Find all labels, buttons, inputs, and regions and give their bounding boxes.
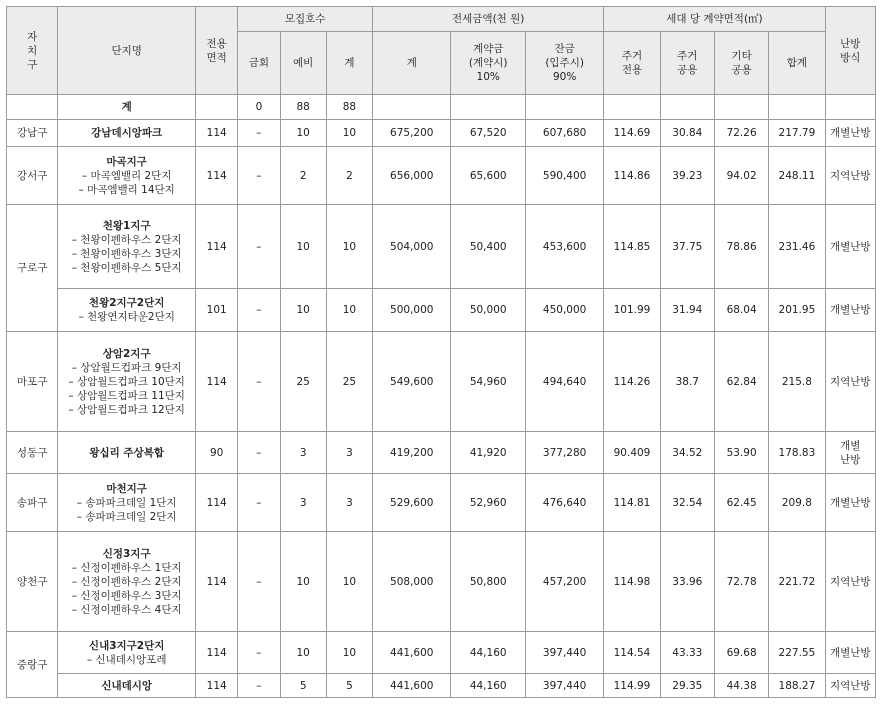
district-cell: 강남구 (7, 120, 58, 147)
district-cell: 성동구 (7, 432, 58, 474)
complex-title: 상암2지구 (102, 347, 151, 360)
units-reserve-cell: 10 (280, 120, 326, 147)
heating-cell: 개별난방 (825, 632, 875, 674)
residential-exclusive-cell: 114.99 (604, 674, 660, 698)
empty-cell (660, 95, 714, 120)
district-cell: 송파구 (7, 474, 58, 532)
price-deposit-cell: 50,800 (451, 532, 525, 632)
price-total-cell: 675,200 (373, 120, 451, 147)
sub-complex-item: – 송파파크데일 2단지 (76, 510, 177, 523)
complex-title: 천왕1지구 (102, 219, 151, 232)
header-units-current: 금회 (238, 32, 280, 95)
total-reserve: 88 (280, 95, 326, 120)
units-current-cell: – (238, 289, 280, 332)
header-heating: 난방 방식 (825, 7, 875, 95)
table-row (7, 147, 876, 205)
header-area: 전용 면적 (196, 7, 238, 95)
price-deposit-cell: 50,400 (451, 205, 525, 289)
empty-cell (769, 95, 825, 120)
district-cell: 양천구 (7, 532, 58, 632)
area-cell: 114 (196, 147, 238, 205)
total-row (7, 95, 876, 120)
rental-housing-table (6, 6, 876, 698)
area-cell: 114 (196, 532, 238, 632)
other-common-cell: 44.38 (714, 674, 768, 698)
sub-complex-item: – 신정이펜하우스 4단지 (71, 603, 182, 616)
complex-name-cell (58, 120, 196, 147)
residential-exclusive-cell: 114.85 (604, 205, 660, 289)
header-units: 모집호수 (238, 7, 373, 32)
price-total-cell: 504,000 (373, 205, 451, 289)
units-sum-cell: 25 (326, 332, 372, 432)
price-deposit-cell: 52,960 (451, 474, 525, 532)
heating-cell: 지역난방 (825, 674, 875, 698)
units-sum-cell: 10 (326, 289, 372, 332)
district-cell: 구로구 (7, 205, 58, 332)
price-balance-cell: 590,400 (525, 147, 603, 205)
complex-name-cell (58, 532, 196, 632)
empty-cell (825, 95, 875, 120)
complex-name-cell (58, 432, 196, 474)
price-balance-cell: 607,680 (525, 120, 603, 147)
price-total-cell: 529,600 (373, 474, 451, 532)
header-complex-name: 단지명 (58, 7, 196, 95)
price-total-cell: 419,200 (373, 432, 451, 474)
total-gu-cell (7, 95, 58, 120)
sub-complex-item: – 마곡엠밸리 2단지 (81, 169, 172, 182)
residential-common-cell: 31.94 (660, 289, 714, 332)
header-price-total: 계 (373, 32, 451, 95)
residential-common-cell: 39.23 (660, 147, 714, 205)
header-residential-exclusive: 주거 전용 (604, 32, 660, 95)
header-other-common: 기타 공용 (714, 32, 768, 95)
residential-common-cell: 30.84 (660, 120, 714, 147)
price-balance-cell: 450,000 (525, 289, 603, 332)
sub-complex-item: – 신정이펜하우스 3단지 (71, 589, 182, 602)
header-residential-common: 주거 공용 (660, 32, 714, 95)
units-sum-cell: 10 (326, 120, 372, 147)
table-row (7, 332, 876, 432)
area-total-cell: 217.79 (769, 120, 825, 147)
units-current-cell: – (238, 674, 280, 698)
units-current-cell: – (238, 432, 280, 474)
table-row (7, 674, 876, 698)
price-total-cell: 508,000 (373, 532, 451, 632)
empty-cell (451, 95, 525, 120)
table-row (7, 532, 876, 632)
complex-title: 신정3지구 (102, 547, 151, 560)
price-balance-cell: 457,200 (525, 532, 603, 632)
sub-complex-item: – 상암월드컵파크 12단지 (68, 403, 185, 416)
area-cell: 114 (196, 474, 238, 532)
table-row (7, 474, 876, 532)
table-row (7, 432, 876, 474)
price-total-cell: 441,600 (373, 632, 451, 674)
units-current-cell: – (238, 474, 280, 532)
units-reserve-cell: 3 (280, 474, 326, 532)
heating-cell: 개별 난방 (825, 432, 875, 474)
residential-exclusive-cell: 114.81 (604, 474, 660, 532)
residential-common-cell: 33.96 (660, 532, 714, 632)
units-sum-cell: 3 (326, 432, 372, 474)
area-cell: 101 (196, 289, 238, 332)
header-gu: 자 치 구 (7, 7, 58, 95)
units-current-cell: – (238, 532, 280, 632)
residential-exclusive-cell: 114.98 (604, 532, 660, 632)
table-row (7, 120, 876, 147)
area-total-cell: 221.72 (769, 532, 825, 632)
empty-cell (604, 95, 660, 120)
area-total-cell: 227.55 (769, 632, 825, 674)
units-current-cell: – (238, 332, 280, 432)
sub-complex-item: – 상암월드컵파크 11단지 (68, 389, 185, 402)
heating-cell: 개별난방 (825, 120, 875, 147)
table-row (7, 289, 876, 332)
price-balance-cell: 397,440 (525, 632, 603, 674)
header-units-reserve: 예비 (280, 32, 326, 95)
area-cell: 114 (196, 332, 238, 432)
residential-common-cell: 34.52 (660, 432, 714, 474)
price-total-cell: 500,000 (373, 289, 451, 332)
total-sum: 88 (326, 95, 372, 120)
units-current-cell: – (238, 120, 280, 147)
units-current-cell: – (238, 205, 280, 289)
residential-common-cell: 29.35 (660, 674, 714, 698)
price-deposit-cell: 44,160 (451, 674, 525, 698)
price-total-cell: 656,000 (373, 147, 451, 205)
price-balance-cell: 494,640 (525, 332, 603, 432)
sub-complex-item: – 마곡엠밸리 14단지 (78, 183, 175, 196)
district-cell: 중랑구 (7, 632, 58, 698)
residential-common-cell: 38.7 (660, 332, 714, 432)
empty-cell (373, 95, 451, 120)
sub-complex-item: – 상암월드컵파크 10단지 (68, 375, 185, 388)
other-common-cell: 69.68 (714, 632, 768, 674)
units-sum-cell: 2 (326, 147, 372, 205)
sub-complex-item: – 신정이펜하우스 2단지 (71, 575, 182, 588)
other-common-cell: 78.86 (714, 205, 768, 289)
complex-title: 신내3지구2단지 (88, 639, 165, 652)
header-price-balance: 잔금 (입주시) 90% (525, 32, 603, 95)
complex-name-cell (58, 289, 196, 332)
area-total-cell: 201.95 (769, 289, 825, 332)
other-common-cell: 68.04 (714, 289, 768, 332)
complex-name-cell (58, 474, 196, 532)
price-deposit-cell: 41,920 (451, 432, 525, 474)
sub-complex-item: – 천왕이펜하우스 2단지 (71, 233, 182, 246)
sub-complex-item: – 신정이펜하우스 1단지 (71, 561, 182, 574)
residential-common-cell: 32.54 (660, 474, 714, 532)
price-balance-cell: 397,440 (525, 674, 603, 698)
price-total-cell: 549,600 (373, 332, 451, 432)
header-units-sum: 계 (326, 32, 372, 95)
sub-complex-item: – 천왕이펜하우스 5단지 (71, 261, 182, 274)
heating-cell: 개별난방 (825, 474, 875, 532)
area-cell: 114 (196, 205, 238, 289)
residential-exclusive-cell: 101.99 (604, 289, 660, 332)
price-deposit-cell: 54,960 (451, 332, 525, 432)
area-total-cell: 188.27 (769, 674, 825, 698)
table-row (7, 205, 876, 289)
price-deposit-cell: 44,160 (451, 632, 525, 674)
area-total-cell: 231.46 (769, 205, 825, 289)
heating-cell: 지역난방 (825, 147, 875, 205)
complex-title: 마곡지구 (106, 155, 147, 168)
units-reserve-cell: 10 (280, 532, 326, 632)
units-reserve-cell: 2 (280, 147, 326, 205)
residential-common-cell: 43.33 (660, 632, 714, 674)
other-common-cell: 94.02 (714, 147, 768, 205)
header-contract-area: 세대 당 계약면적(㎡) (604, 7, 825, 32)
heating-cell: 개별난방 (825, 289, 875, 332)
complex-name-cell (58, 205, 196, 289)
complex-name-cell (58, 632, 196, 674)
complex-name-cell (58, 674, 196, 698)
other-common-cell: 72.26 (714, 120, 768, 147)
area-cell: 114 (196, 674, 238, 698)
table-row (7, 632, 876, 674)
area-total-cell: 215.8 (769, 332, 825, 432)
complex-title: 왕십리 주상복합 (89, 446, 164, 459)
sub-complex-item: – 상암월드컵파크 9단지 (71, 361, 182, 374)
units-reserve-cell: 3 (280, 432, 326, 474)
price-balance-cell: 476,640 (525, 474, 603, 532)
header-area-total: 합계 (769, 32, 825, 95)
units-current-cell: – (238, 632, 280, 674)
empty-cell (525, 95, 603, 120)
price-total-cell: 441,600 (373, 674, 451, 698)
sub-complex-item: – 천왕연지타운2단지 (78, 311, 175, 323)
units-reserve-cell: 10 (280, 632, 326, 674)
units-reserve-cell: 25 (280, 332, 326, 432)
heating-cell: 지역난방 (825, 332, 875, 432)
units-sum-cell: 5 (326, 674, 372, 698)
units-sum-cell: 10 (326, 205, 372, 289)
residential-exclusive-cell: 90.409 (604, 432, 660, 474)
sub-complex-item: – 천왕이펜하우스 3단지 (71, 247, 182, 260)
district-cell: 마포구 (7, 332, 58, 432)
complex-title: 신내데시앙 (101, 679, 153, 692)
area-cell: 90 (196, 432, 238, 474)
residential-exclusive-cell: 114.86 (604, 147, 660, 205)
heating-cell: 개별난방 (825, 205, 875, 289)
price-deposit-cell: 67,520 (451, 120, 525, 147)
sub-complex-item: – 송파파크데일 1단지 (76, 496, 177, 509)
complex-name-cell (58, 147, 196, 205)
complex-name-cell (58, 332, 196, 432)
complex-title: 천왕2지구2단지 (88, 297, 165, 309)
header-price: 전세금액(천 원) (373, 7, 604, 32)
empty-cell (714, 95, 768, 120)
units-reserve-cell: 10 (280, 289, 326, 332)
price-balance-cell: 453,600 (525, 205, 603, 289)
total-current: 0 (238, 95, 280, 120)
district-cell: 강서구 (7, 147, 58, 205)
units-sum-cell: 3 (326, 474, 372, 532)
area-total-cell: 178.83 (769, 432, 825, 474)
residential-exclusive-cell: 114.69 (604, 120, 660, 147)
header-price-deposit: 계약금 (계약시) 10% (451, 32, 525, 95)
area-cell: 114 (196, 120, 238, 147)
units-current-cell: – (238, 147, 280, 205)
residential-common-cell: 37.75 (660, 205, 714, 289)
units-reserve-cell: 10 (280, 205, 326, 289)
price-balance-cell: 377,280 (525, 432, 603, 474)
units-reserve-cell: 5 (280, 674, 326, 698)
other-common-cell: 62.45 (714, 474, 768, 532)
complex-title: 마천지구 (106, 482, 147, 495)
total-label: 계 (58, 95, 196, 120)
price-deposit-cell: 50,000 (451, 289, 525, 332)
units-sum-cell: 10 (326, 632, 372, 674)
complex-title: 강남데시앙파크 (91, 127, 163, 139)
area-cell: 114 (196, 632, 238, 674)
price-deposit-cell: 65,600 (451, 147, 525, 205)
other-common-cell: 62.84 (714, 332, 768, 432)
heating-cell: 지역난방 (825, 532, 875, 632)
area-total-cell: 209.8 (769, 474, 825, 532)
units-sum-cell: 10 (326, 532, 372, 632)
residential-exclusive-cell: 114.54 (604, 632, 660, 674)
other-common-cell: 72.78 (714, 532, 768, 632)
sub-complex-item: – 신내데시앙포레 (86, 653, 167, 666)
residential-exclusive-cell: 114.26 (604, 332, 660, 432)
other-common-cell: 53.90 (714, 432, 768, 474)
area-total-cell: 248.11 (769, 147, 825, 205)
total-area-cell (196, 95, 238, 120)
